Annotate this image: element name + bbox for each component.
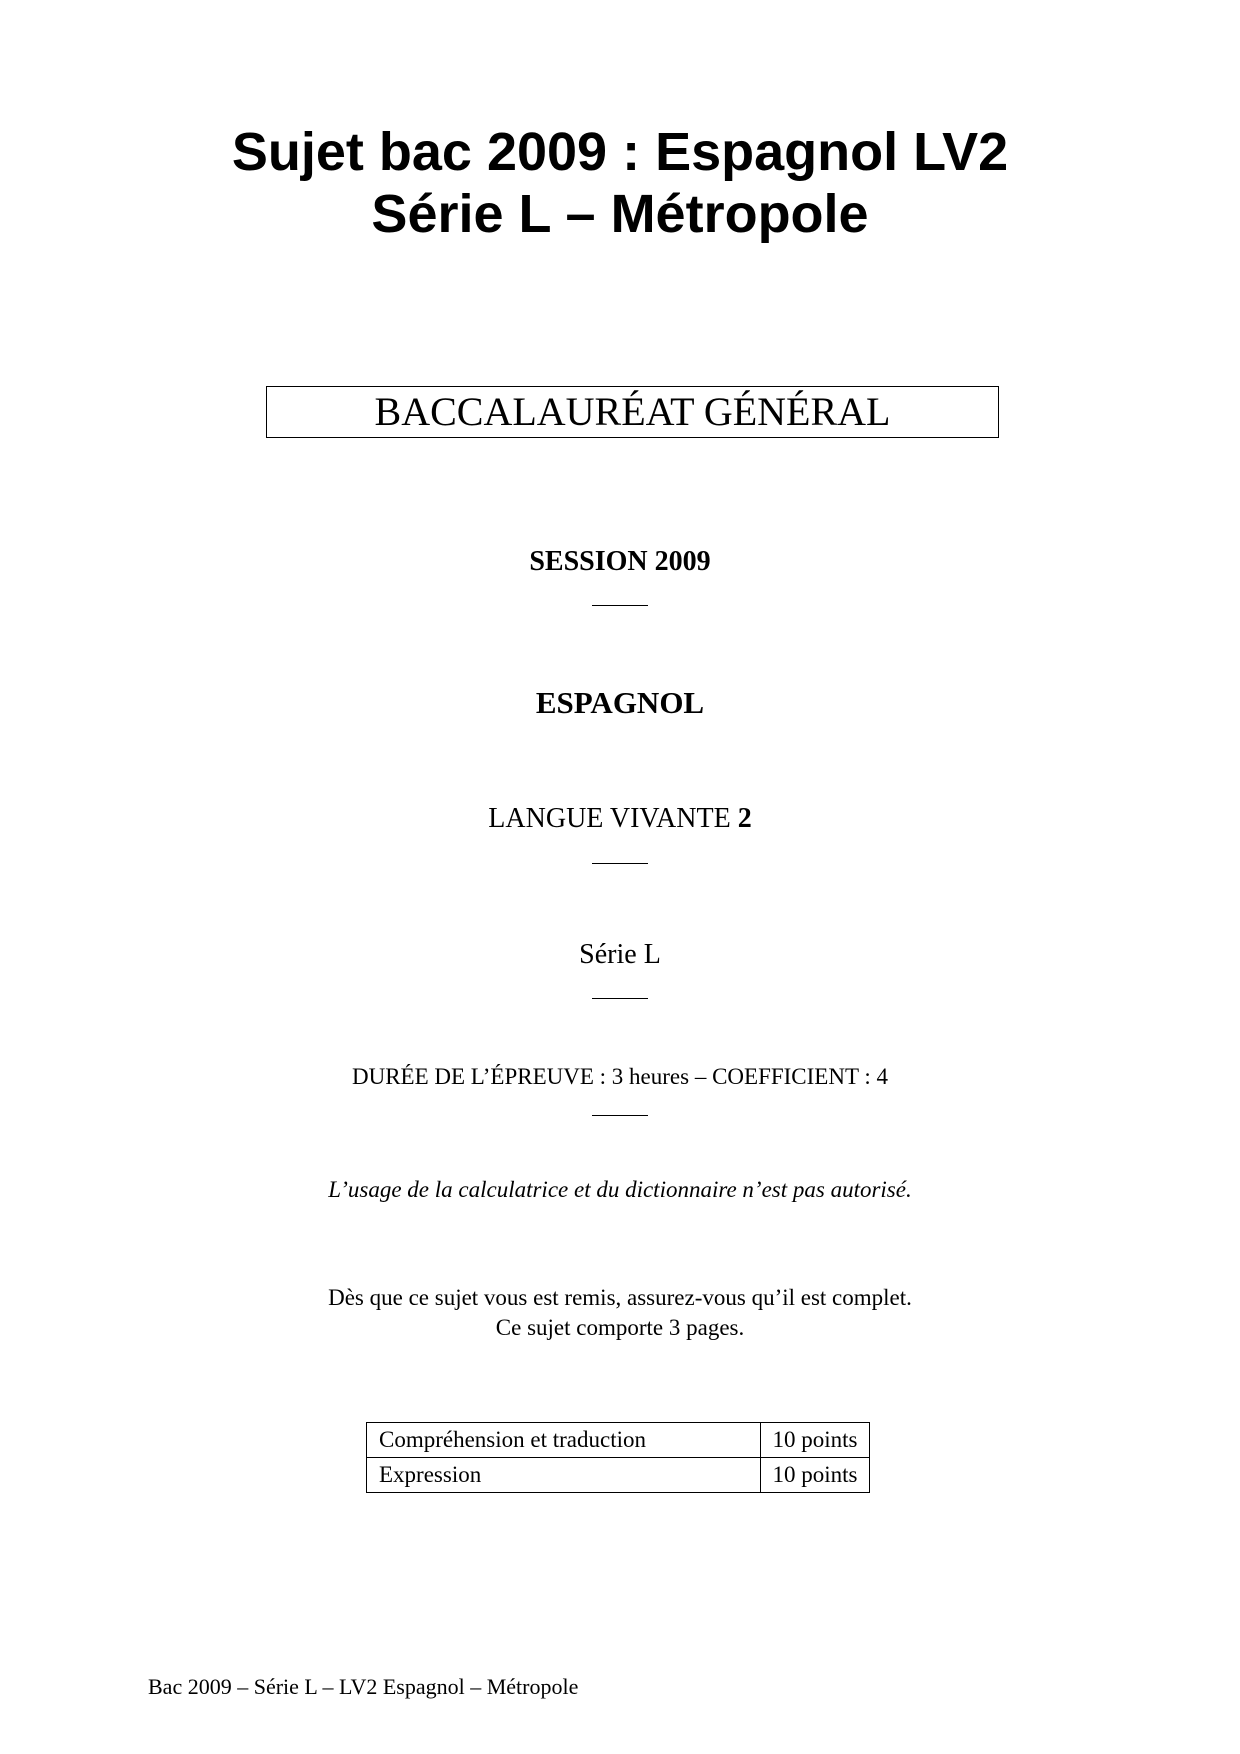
separator [0, 852, 1240, 868]
completeness-notice: Dès que ce sujet vous est remis, assurez-vous qu’il est complet. [328, 1285, 912, 1310]
points-cell: 10 points [761, 1458, 870, 1493]
table-row [367, 1423, 870, 1458]
page-title-line-1: Sujet bac 2009 : Espagnol LV2 [231, 122, 1009, 182]
separator [0, 1104, 1240, 1120]
langue-label: LANGUE VIVANTE [488, 803, 738, 834]
langue-number: 2 [737, 803, 752, 834]
page-count-notice: Ce sujet comporte 3 pages. [495, 1315, 745, 1340]
section-cell: Expression [367, 1458, 761, 1493]
table-row [367, 1458, 870, 1493]
exam-name-box: BACCALAURÉAT GÉNÉRAL [266, 386, 999, 438]
duration-coefficient: DURÉE DE L’ÉPREUVE : 3 heures – COEFFICIENT : 4 [351, 1064, 888, 1089]
section-cell: Compréhension et traduction [367, 1423, 761, 1458]
page-footer: Bac 2009 – Série L – LV2 Espagnol – Métropole [148, 1674, 579, 1699]
separator [0, 594, 1240, 610]
page-title-line-2: Série L – Métropole [371, 184, 869, 244]
serie-label: Série L [579, 939, 661, 970]
subject-heading: ESPAGNOL [535, 685, 705, 720]
langue-vivante [0, 802, 1240, 836]
grading-table [366, 1422, 870, 1493]
usage-notice: L’usage de la calculatrice et du dictionnaire n’est pas autorisé. [328, 1177, 912, 1202]
separator [0, 987, 1240, 1003]
points-cell: 10 points [761, 1423, 870, 1458]
session-heading: SESSION 2009 [529, 546, 711, 577]
